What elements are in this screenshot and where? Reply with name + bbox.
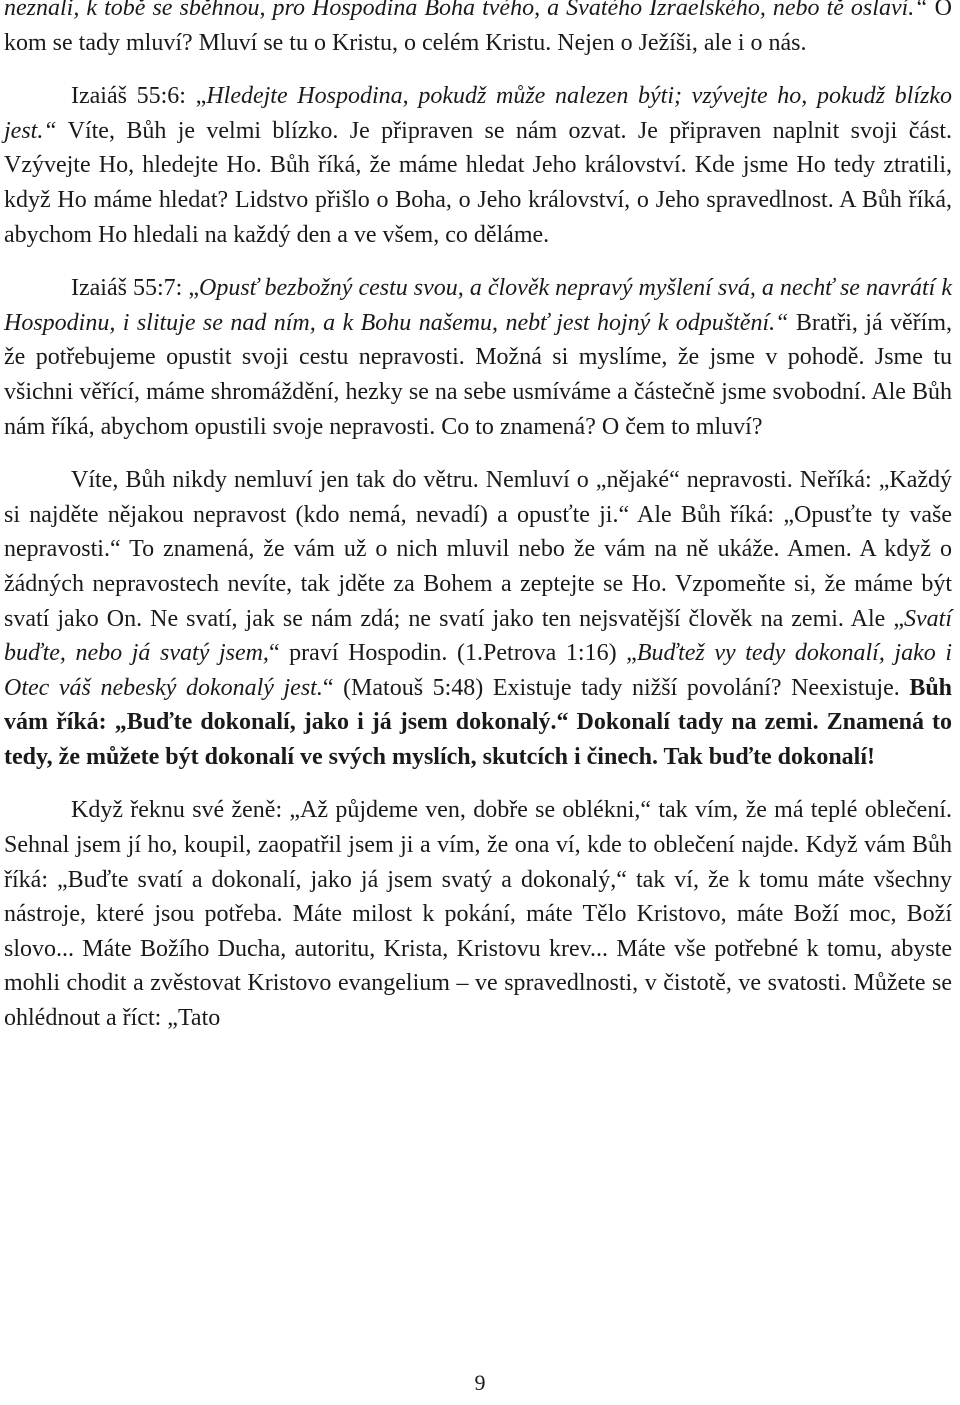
text-segment: neznali, k tobě se sběhnou, pro Hospodina Boha tvého, a Svatého Izraelského, nebo tě oslaví.“	[4, 0, 928, 21]
text-segment: Svatí buďte, nebo já svatý jsem,	[4, 605, 952, 667]
text-segment: “ (Matouš 5:48) Existuje tady nižší povolání? Neexistuje.	[322, 674, 910, 701]
paragraph-3	[4, 271, 952, 444]
text-segment: O kom se tady mluví? Mluví se tu o Kristu, o celém Kristu. Nejen o Ježíši, ale i o nás.	[4, 0, 952, 56]
text-segment: Když řeknu své ženě: „Až půjdeme ven, dobře se oblékni,“ tak vím, že má teplé oblečení. Sehnal jsem jí ho, koupil, zaopatřil jsem ji a vím, že ona ví, kde to oblečení najde. Když vám Bůh říká: „Buďte svatí a dokonalí, jako já jsem svatý a dokonalý,“ tak ví, že k tomu máte všechny nástroje, které jsou potřeba. Máte milost k pokání, máte Tělo Kristovo, máte Boží moc, Boží slovo... Máte Božího Ducha, autoritu, Krista, Kristovu krev... Máte vše potřebné k tomu, abyste mohli chodit a zvěstovat Kristovo evangelium – ve spravedlnosti, v čistotě, ve svatosti. Můžete se ohlédnout a říct: „Tato	[4, 797, 952, 1032]
text-segment: Víte, Bůh je velmi blízko. Je připraven se nám ozvat. Je připraven naplnit svoji část. Vzývejte Ho, hledejte Ho. Bůh říká, že máme hledat Jeho království. Kde jsme Ho tedy ztratili, když Ho máme hledat? Lidstvo přišlo o Boha, o Jeho království, o Jeho spravedlnost. A Bůh říká, abychom Ho hledali na každý den a ve všem, co děláme.	[4, 117, 952, 248]
page-number: 9	[474, 1370, 486, 1395]
document-page	[4, 0, 952, 1036]
text-segment: Bůh vám říká: „Buďte dokonalí, jako i já jsem dokonalý.“ Dokonalí tady na zemi. Znamená to tedy, že můžete být dokonalí ve svých myslích, skutcích i činech. Tak buďte dokonalí!	[4, 674, 953, 770]
text-segment: Opusť bezbožný cestu svou, a člověk nepravý myšlení svá, a nechť se navrátí k Hospodinu, i slituje se nad ním, a k Bohu našemu, nebť jest hojný k odpuštění.“	[4, 275, 952, 336]
paragraph-1	[4, 0, 952, 60]
text-segment: “ praví Hospodin. (1.Petrova 1:16) „	[268, 640, 637, 667]
paragraph-4	[4, 463, 952, 774]
text-segment: Víte, Bůh nikdy nemluví jen tak do větru. Nemluví o „nějaké“ nepravosti. Neříká: „Každý si najděte nějakou nepravost (kdo nemá, nevadí) a opusťte ji.“ Ale Bůh říká: „Opusťte ty vaše nepravosti.“ To znamená, že vám už o nich mluvil nebo že vám na ně ukáže. Amen. A když o žádných nepravostech nevíte, tak jděte za Bohem a zeptejte se Ho. Vzpomeňte si, že máme být svatí jako On. Ne svatí, jak se nám zdá; ne svatí jako ten nejsvatější člověk na zemi. Ale „	[4, 467, 952, 632]
text-segment: Hledejte Hospodina, pokudž může nalezen býti; vzývejte ho, pokudž blízko jest.“	[4, 83, 953, 144]
text-segment: Bratři, já věřím, že potřebujeme opustit svoji cestu nepravosti. Možná si myslíme, že jsme v pohodě. Jsme tu všichni věřící, máme shromáždění, hezky se na sebe usmíváme a částečně jsme svobodní. Ale Bůh nám říká, abychom opustili svoje nepravosti. Co to znamená? O čem to mluví?	[4, 309, 952, 440]
text-segment: Buďtež vy tedy dokonalí, jako i Otec váš nebeský dokonalý jest.	[4, 640, 952, 701]
paragraph-2	[4, 79, 952, 252]
text-segment: Izaiáš 55:7: „	[71, 275, 200, 302]
text-segment: Izaiáš 55:6: „	[71, 83, 207, 110]
paragraph-5	[4, 793, 952, 1035]
